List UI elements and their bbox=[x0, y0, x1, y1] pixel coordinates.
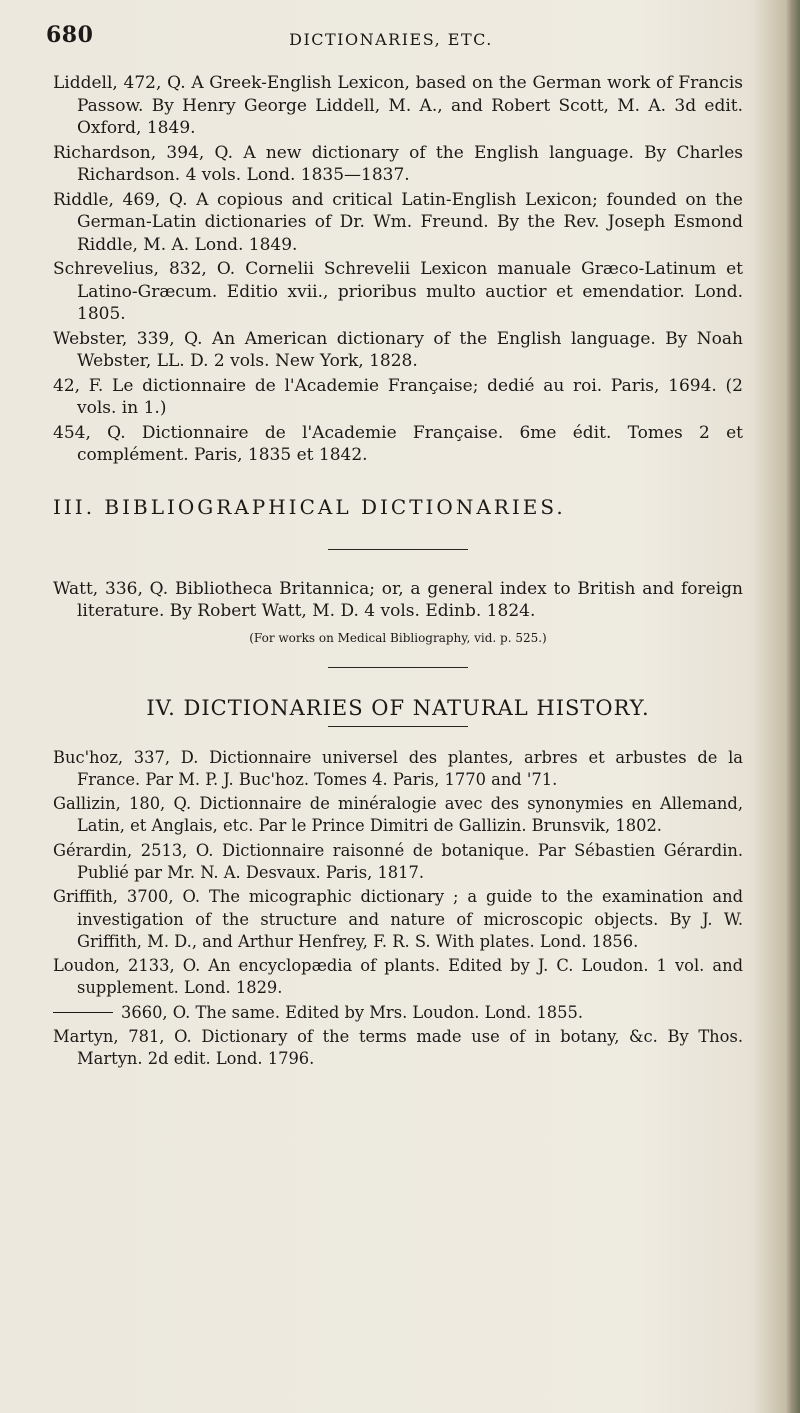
entry-buchoz: Buc'hoz, 337, D. Dictionnaire universel des plantes, arbres et arbustes de la France. Par M. P. J. Buc'hoz. Tomes 4. Paris, 1770 and '71. bbox=[53, 747, 743, 789]
section-rule bbox=[328, 549, 468, 550]
section-rule bbox=[328, 667, 468, 668]
entry-martyn: Martyn, 781, O. Dictionary of the terms made use of in botany, &c. By Thos. Martyn. 2d edit. Lond. 1796. bbox=[53, 1027, 743, 1069]
entry-riddle: Riddle, 469, Q. A copious and critical Latin-English Lexicon; founded on the German-Latin dictionaries of Dr. Wm. Freund. By the Rev. Joseph Esmond Riddle, M. A. Lond. 1849. bbox=[53, 189, 743, 255]
entry-loudon-2133: Loudon, 2133, O. An encyclopædia of plants. Edited by J. C. Loudon. 1 vol. and supplement. Lond. 1829. bbox=[53, 956, 743, 998]
entry-webster: Webster, 339, Q. An American dictionary of the English language. By Noah Webster, LL. D. 2 vols. New York, 1828. bbox=[53, 328, 743, 371]
entry-schrevelius: Schrevelius, 832, O. Cornelii Schrevelii Lexicon manuale Græco-Latinum et Latino-Græcum. Editio xvii., prioribus multo auctior et emendatior. Lond. 1805. bbox=[53, 259, 743, 324]
entry-gerardin: Gérardin, 2513, O. Dictionnaire raisonné de botanique. Par Sébastien Gérardin. Publié par Mr. N. A. Desvaux. Paris, 1817. bbox=[53, 840, 743, 882]
section-title-natural-history: IV. DICTIONARIES OF NATURAL HISTORY. bbox=[146, 695, 650, 720]
entry-gallizin: Gallizin, 180, Q. Dictionnaire de minéralogie avec des synonymies en Allemand, Latin, et Anglais, etc. Par le Prince Dimitri de Gallizin. Brunsvik, 1802. bbox=[53, 794, 743, 836]
entry-watt: Watt, 336, Q. Bibliotheca Britannica; or, a general index to British and foreign literature. By Robert Watt, M. D. 4 vols. Edinb. 1824. bbox=[53, 578, 743, 621]
ditto-dash bbox=[53, 1012, 113, 1013]
cross-reference-note: (For works on Medical Bibliography, vid. p. 525.) bbox=[249, 630, 547, 645]
page-content bbox=[53, 72, 743, 1073]
entry-liddell: Liddell, 472, Q. A Greek-English Lexicon, based on the German work of Francis Passow. By Henry George Liddell, M. A., and Robert Scott, M. A. 3d edit. Oxford, 1849. bbox=[53, 73, 743, 138]
entry-academie-1835: 454, Q. Dictionnaire de l'Academie Française. 6me édit. Tomes 2 et complément. Paris, 1835 et 1842. bbox=[53, 422, 743, 465]
entry-loudon-3660-text: 3660, O. The same. Edited by Mrs. Loudon. Lond. 1855. bbox=[121, 1002, 584, 1022]
page-edge-shadow bbox=[786, 0, 800, 1413]
entry-loudon-3660 bbox=[53, 1002, 743, 1024]
entry-griffith: Griffith, 3700, O. The micographic dictionary ; a guide to the examination and investigation of the structure and nature of microscopic objects. By J. W. Griffith, M. D., and Arthur Henfrey, F. R. S. With plates. Lond. 1856. bbox=[53, 887, 743, 951]
page-number: 680 bbox=[46, 22, 94, 48]
section-rule bbox=[328, 726, 468, 727]
entry-richardson: Richardson, 394, Q. A new dictionary of the English language. By Charles Richardson. 4 vols. Lond. 1835—1837. bbox=[53, 142, 743, 185]
running-head: DICTIONARIES, ETC. bbox=[289, 30, 493, 49]
natural-history-entries bbox=[53, 747, 743, 1071]
section-title-bibliographical: III. BIBLIOGRAPHICAL DICTIONARIES. bbox=[53, 494, 566, 519]
entry-academie-1694: 42, F. Le dictionnaire de l'Academie Française; dedié au roi. Paris, 1694. (2 vols. in 1.) bbox=[53, 375, 743, 418]
page-header bbox=[46, 16, 736, 56]
